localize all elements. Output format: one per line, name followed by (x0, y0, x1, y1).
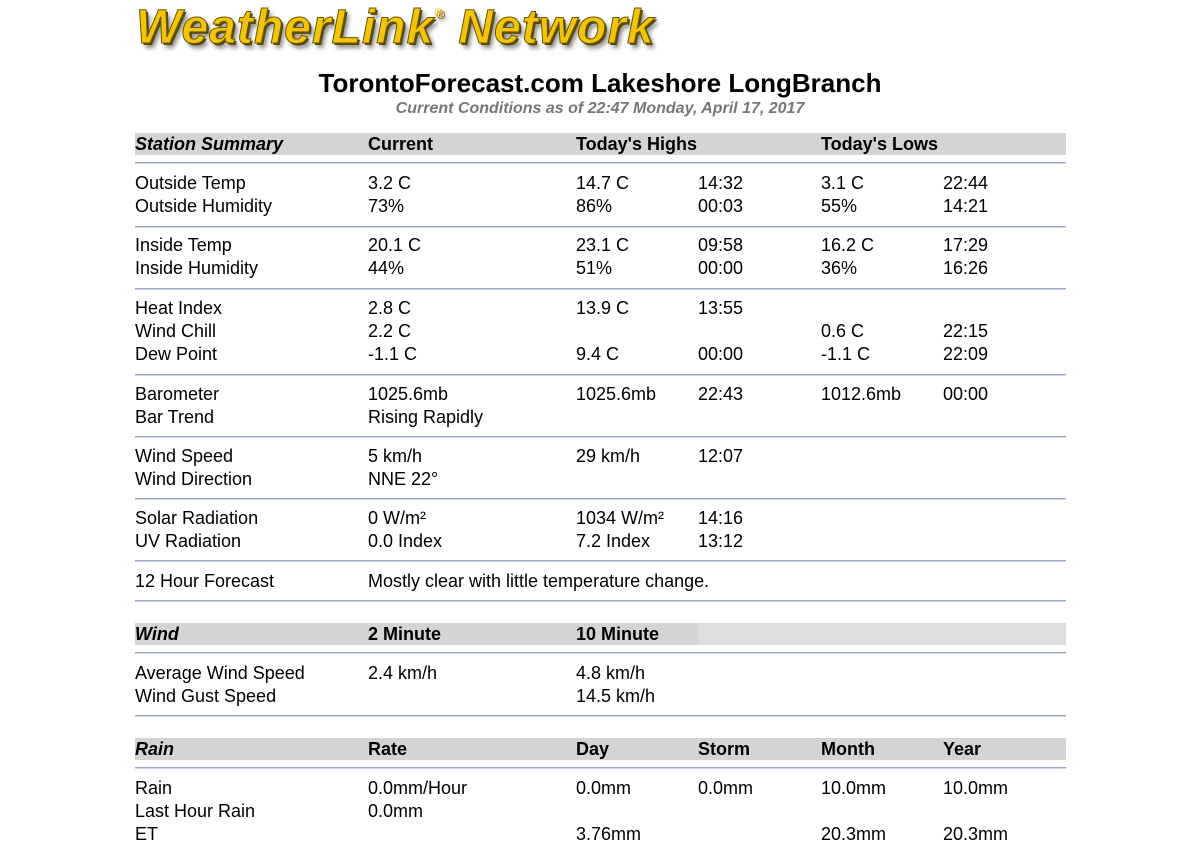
row-divider (135, 767, 1066, 769)
summary-row-current: NNE 22° (368, 469, 439, 489)
summary-row-high: 1025.6mb (576, 384, 657, 404)
summary-row-high: 13.9 C (576, 298, 630, 318)
station-title: TorontoForecast.com Lakeshore LongBranch (318, 68, 882, 98)
summary-row-current: -1.1 C (368, 344, 418, 364)
summary-row-low-time: 16:26 (943, 258, 989, 278)
rain-row-day: 0.0mm (576, 778, 632, 798)
wind-row-10min: 14.5 km/h (576, 686, 656, 706)
summary-row-label: UV Radiation (135, 531, 242, 551)
summary-row-label: Bar Trend (135, 407, 215, 427)
summary-row-low-time: 22:15 (943, 321, 989, 341)
summary-row-low-time: 14:21 (943, 196, 989, 216)
summary-row-label: Inside Temp (135, 235, 232, 255)
row-divider (135, 436, 1066, 438)
conditions-table (135, 0, 1066, 849)
summary-row-current: 44% (368, 258, 405, 278)
row-divider (135, 226, 1066, 228)
rain-header-year: Year (943, 739, 982, 759)
summary-row-label: Outside Humidity (135, 196, 273, 216)
summary-row-high: 86% (576, 196, 613, 216)
summary-row-label: Wind Speed (135, 446, 234, 466)
rain-row-rate: 0.0mm/Hour (368, 778, 468, 798)
rain-row-year: 20.3mm (943, 824, 1009, 844)
summary-row-low: 55% (821, 196, 858, 216)
summary-row-high-time: 14:16 (698, 508, 744, 528)
summary-row-high: 51% (576, 258, 613, 278)
summary-row-current: 20.1 C (368, 235, 422, 255)
summary-row-high: 9.4 C (576, 344, 620, 364)
summary-header-lows: Today's Lows (821, 134, 938, 154)
summary-row-low: 3.1 C (821, 173, 865, 193)
summary-row-high-time: 22:43 (698, 384, 744, 404)
summary-row-high-time: 00:00 (698, 344, 744, 364)
summary-row-high-time: 00:00 (698, 258, 744, 278)
rain-header-storm: Storm (698, 739, 751, 759)
summary-row-low-time: 22:09 (943, 344, 989, 364)
rain-row-label: ET (135, 824, 159, 844)
rain-row-label: Rain (135, 778, 173, 798)
rain-row-day: 3.76mm (576, 824, 642, 844)
wind-header-shade (698, 623, 1066, 645)
summary-row-current: Rising Rapidly (368, 407, 484, 427)
rain-row-storm: 0.0mm (698, 778, 754, 798)
rain-header-month: Month (821, 739, 875, 759)
row-divider (135, 560, 1066, 562)
summary-row-current: 3.2 C (368, 173, 412, 193)
summary-header-highs: Today's Highs (576, 134, 697, 154)
row-divider (135, 498, 1066, 500)
forecast-text: Mostly clear with little temperature change. (368, 571, 710, 591)
summary-row-low: 0.6 C (821, 321, 865, 341)
rain-row-month: 20.3mm (821, 824, 887, 844)
summary-row-label: Wind Chill (135, 321, 217, 341)
summary-row-label: Outside Temp (135, 173, 246, 193)
summary-row-current: 5 km/h (368, 446, 423, 466)
summary-row-label: Dew Point (135, 344, 218, 364)
rain-header-day: Day (576, 739, 610, 759)
summary-row-high-time: 14:32 (698, 173, 744, 193)
row-divider (135, 652, 1066, 654)
rain-row-rate: 0.0mm (368, 801, 424, 821)
summary-row-high-time: 09:58 (698, 235, 744, 255)
row-divider (135, 374, 1066, 376)
wind-header-2min: 2 Minute (368, 624, 442, 644)
wind-header-label: Wind (135, 624, 179, 644)
summary-row-current: 2.8 C (368, 298, 412, 318)
summary-header-current: Current (368, 134, 434, 154)
summary-row-label: Inside Humidity (135, 258, 259, 278)
summary-row-low: -1.1 C (821, 344, 871, 364)
wind-row-label: Average Wind Speed (135, 663, 305, 683)
summary-row-high: 14.7 C (576, 173, 630, 193)
summary-row-current: 0 W/m² (368, 508, 426, 528)
summary-row-current: 0.0 Index (368, 531, 443, 551)
summary-row-high: 23.1 C (576, 235, 630, 255)
wind-header-10min: 10 Minute (576, 624, 660, 644)
summary-row-low: 36% (821, 258, 858, 278)
conditions-timestamp: Current Conditions as of 22:47 Monday, April 17, 2017 (395, 100, 805, 117)
rain-row-year: 10.0mm (943, 778, 1009, 798)
row-divider (135, 600, 1066, 602)
summary-row-low: 1012.6mb (821, 384, 902, 404)
rain-row-label: Last Hour Rain (135, 801, 256, 821)
summary-row-high: 7.2 Index (576, 531, 651, 551)
wind-row-label: Wind Gust Speed (135, 686, 277, 706)
rain-header-rate: Rate (368, 739, 408, 759)
summary-row-high: 1034 W/m² (576, 508, 665, 528)
summary-row-high-time: 13:55 (698, 298, 744, 318)
summary-row-low-time: 17:29 (943, 235, 989, 255)
summary-row-label: Barometer (135, 384, 220, 404)
summary-row-high-time: 13:12 (698, 531, 744, 551)
summary-row-low-time: 22:44 (943, 173, 989, 193)
summary-row-low: 16.2 C (821, 235, 875, 255)
summary-row-current: 1025.6mb (368, 384, 449, 404)
row-divider (135, 288, 1066, 290)
summary-row-low-time: 00:00 (943, 384, 989, 404)
summary-row-high-time: 12:07 (698, 446, 744, 466)
wind-row-10min: 4.8 km/h (576, 663, 646, 683)
rain-row-month: 10.0mm (821, 778, 887, 798)
summary-row-label: Wind Direction (135, 469, 253, 489)
summary-row-high: 29 km/h (576, 446, 641, 466)
summary-header-label: Station Summary (135, 134, 284, 154)
wind-row-2min: 2.4 km/h (368, 663, 438, 683)
row-divider (135, 162, 1066, 164)
summary-row-label: Heat Index (135, 298, 223, 318)
weatherlink-logo: WeatherLink® Network (136, 1, 655, 54)
summary-row-current: 2.2 C (368, 321, 412, 341)
forecast-label: 12 Hour Forecast (135, 571, 275, 591)
summary-row-high-time: 00:03 (698, 196, 744, 216)
row-divider (135, 715, 1066, 717)
summary-row-label: Solar Radiation (135, 508, 259, 528)
rain-header-label: Rain (135, 739, 175, 759)
summary-row-current: 73% (368, 196, 405, 216)
